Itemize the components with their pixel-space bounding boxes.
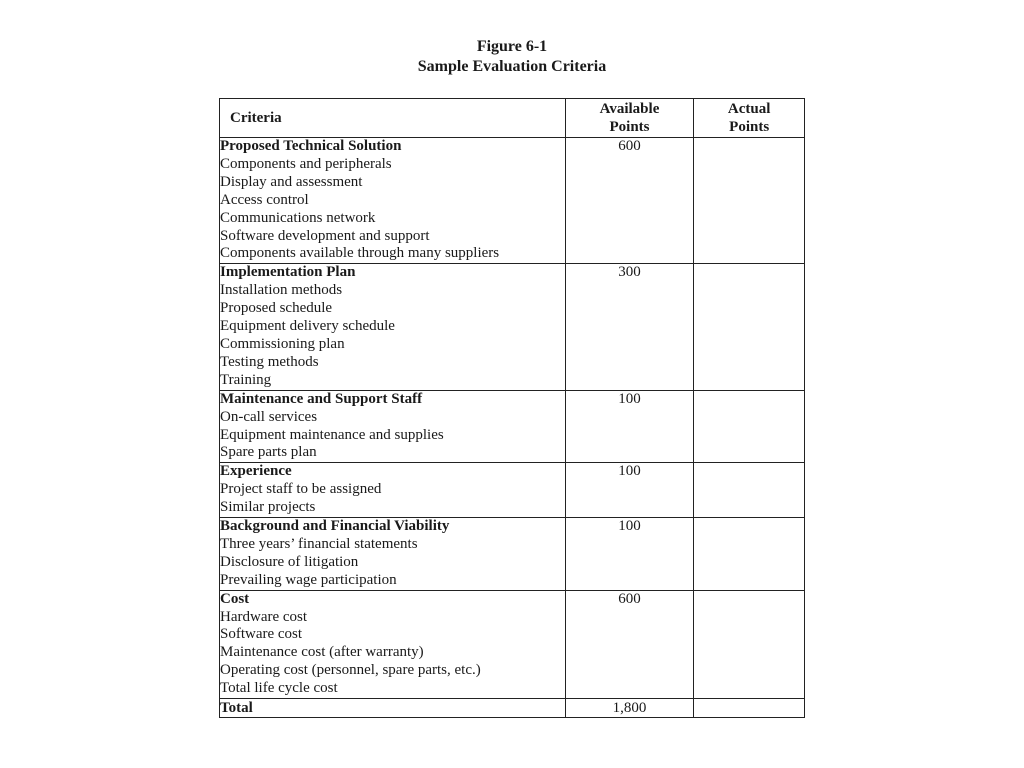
criteria-item: On-call services: [220, 408, 318, 425]
available-points-header-line2: Points: [609, 119, 650, 135]
criteria-item: Maintenance cost (after warranty): [220, 644, 424, 661]
criteria-item: Commissioning plan: [220, 335, 345, 352]
criteria-item: Equipment maintenance and supplies: [220, 426, 444, 443]
criteria-item: Access control: [220, 191, 309, 208]
available-points-cell: 100: [565, 463, 694, 518]
category-name: Implementation Plan: [220, 264, 356, 281]
actual-points-cell: [694, 264, 805, 390]
criteria-item: Spare parts plan: [220, 444, 317, 461]
total-label-cell: [220, 699, 566, 718]
criteria-item: Communications network: [220, 209, 376, 226]
criteria-item: Proposed schedule: [220, 300, 333, 317]
criteria-item: Hardware cost: [220, 608, 308, 625]
criteria-cell: [220, 590, 566, 698]
figure-caption: [0, 37, 1024, 77]
available-points-cell: 300: [565, 264, 694, 390]
criteria-category-row: [220, 138, 805, 264]
criteria-cell: [220, 518, 566, 591]
criteria-category-row: [220, 590, 805, 698]
criteria-item: Testing methods: [220, 353, 319, 370]
criteria-item: Operating cost (personnel, spare parts, etc.): [220, 662, 481, 679]
available-points-cell: 600: [565, 138, 694, 264]
criteria-item: Software development and support: [220, 227, 430, 244]
actual-points-cell: [694, 463, 805, 518]
actual-points-cell: [694, 138, 805, 264]
criteria-cell: [220, 264, 566, 390]
criteria-category-row: [220, 518, 805, 591]
criteria-item: Components available through many suppliers: [220, 245, 500, 262]
criteria-item: Three years’ financial statements: [220, 535, 418, 552]
criteria-category-row: [220, 264, 805, 390]
available-points-header-line1: Available: [599, 101, 660, 117]
actual-points-cell: [694, 390, 805, 463]
criteria-item: Total life cycle cost: [220, 680, 338, 697]
available-points-cell: 100: [565, 390, 694, 463]
figure-number: Figure 6-1: [476, 38, 548, 55]
actual-points-header-line2: Points: [729, 119, 770, 135]
criteria-item: Software cost: [220, 626, 303, 643]
criteria-item: Training: [220, 371, 272, 388]
category-name: Cost: [220, 590, 250, 607]
evaluation-criteria-table: [219, 98, 805, 718]
criteria-table-body: [220, 138, 805, 718]
actual-points-cell: [694, 590, 805, 698]
table-header-row: [220, 99, 805, 138]
criteria-cell: [220, 138, 566, 264]
total-available-points: 1,800: [565, 699, 694, 718]
total-row: [220, 699, 805, 718]
criteria-item: Installation methods: [220, 282, 343, 299]
criteria-item: Project staff to be assigned: [220, 481, 382, 498]
available-points-cell: 600: [565, 590, 694, 698]
criteria-item: Similar projects: [220, 499, 316, 516]
available-points-column-header: [565, 99, 694, 138]
criteria-item: Display and assessment: [220, 173, 363, 190]
available-points-cell: 100: [565, 518, 694, 591]
criteria-item: Equipment delivery schedule: [220, 318, 395, 335]
actual-points-header-line1: Actual: [727, 101, 771, 117]
total-label: Total: [220, 700, 253, 717]
figure-title: Sample Evaluation Criteria: [417, 58, 607, 75]
criteria-category-row: [220, 463, 805, 518]
criteria-cell: [220, 390, 566, 463]
actual-points-column-header: [694, 99, 805, 138]
category-name: Experience: [220, 463, 292, 480]
criteria-column-header: Criteria: [220, 99, 566, 138]
actual-points-cell: [694, 518, 805, 591]
criteria-category-row: [220, 390, 805, 463]
criteria-item: Components and peripherals: [220, 155, 392, 172]
total-actual-points: [694, 699, 805, 718]
category-name: Background and Financial Viability: [220, 518, 450, 535]
category-name: Proposed Technical Solution: [220, 138, 402, 154]
criteria-item: Prevailing wage participation: [220, 571, 397, 588]
criteria-item: Disclosure of litigation: [220, 553, 359, 570]
criteria-cell: [220, 463, 566, 518]
category-name: Maintenance and Support Staff: [220, 390, 423, 407]
